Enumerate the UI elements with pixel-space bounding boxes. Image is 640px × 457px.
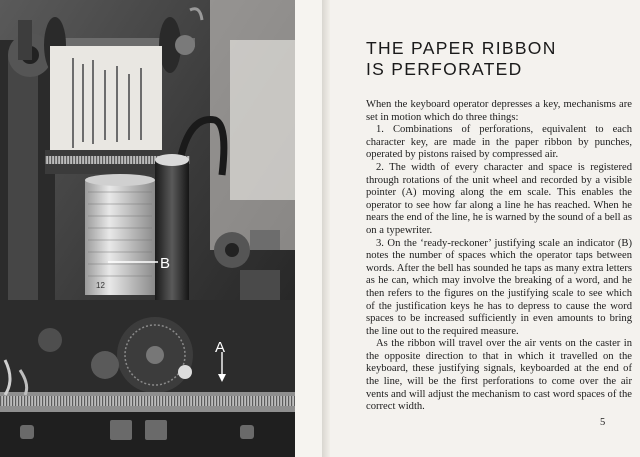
paragraph-4: As the ribbon will travel over the air vents on the caster in the opposite direction to that in which it travelled on the keyboard, these justifying signals, keyboarded at the end of the line, will be the first perforations to come over the air vents and will adjust the mechanism to cast word spaces of the correct width.	[366, 338, 632, 413]
page-number: 5	[600, 417, 606, 428]
label-b: B	[160, 255, 171, 272]
photo-illustration	[0, 0, 295, 457]
intro-paragraph: When the keyboard operator depresses a key, mechanisms are set in motion which do three things:	[366, 99, 632, 123]
paragraph-2: 2. The width of every character and space is registered through rotations of the unit wheel and recorded by a visible pointer (A) moving along the em scale. This enables the operator to see how far along a line he has reached. When he nears the end of the line, he is warned by the sound of a bell as on a typewriter.	[366, 161, 632, 236]
title-line-1: THE PAPER RIBBON	[366, 38, 557, 58]
article-body	[366, 99, 632, 414]
keyboard-machine-photo	[0, 0, 295, 457]
paragraph-3: 3. On the ‘ready-reckoner’ justifying scale an indicator (B) notes the number of spaces which the operator taps between words. After the bell has sounded he taps as many extra letters as he can, which may involve the breaking of a word, and he then refers to the figures on the justifying scale to see which of the justification keys he has to depress to cause the word spaces to be increased sufficiently in even amounts to bring the line out to the required measure.	[366, 237, 632, 337]
scale-number: 12	[96, 281, 105, 290]
page-gutter	[322, 0, 330, 457]
title-line-2: IS PERFORATED	[366, 59, 523, 79]
label-a: A	[215, 339, 226, 356]
paragraph-1: 1. Combinations of perforations, equivalent to each character key, are made in the paper ribbon by punches, operated by pistons raised by compressed air.	[366, 124, 632, 161]
page-title	[366, 38, 616, 80]
right-page	[330, 0, 640, 457]
